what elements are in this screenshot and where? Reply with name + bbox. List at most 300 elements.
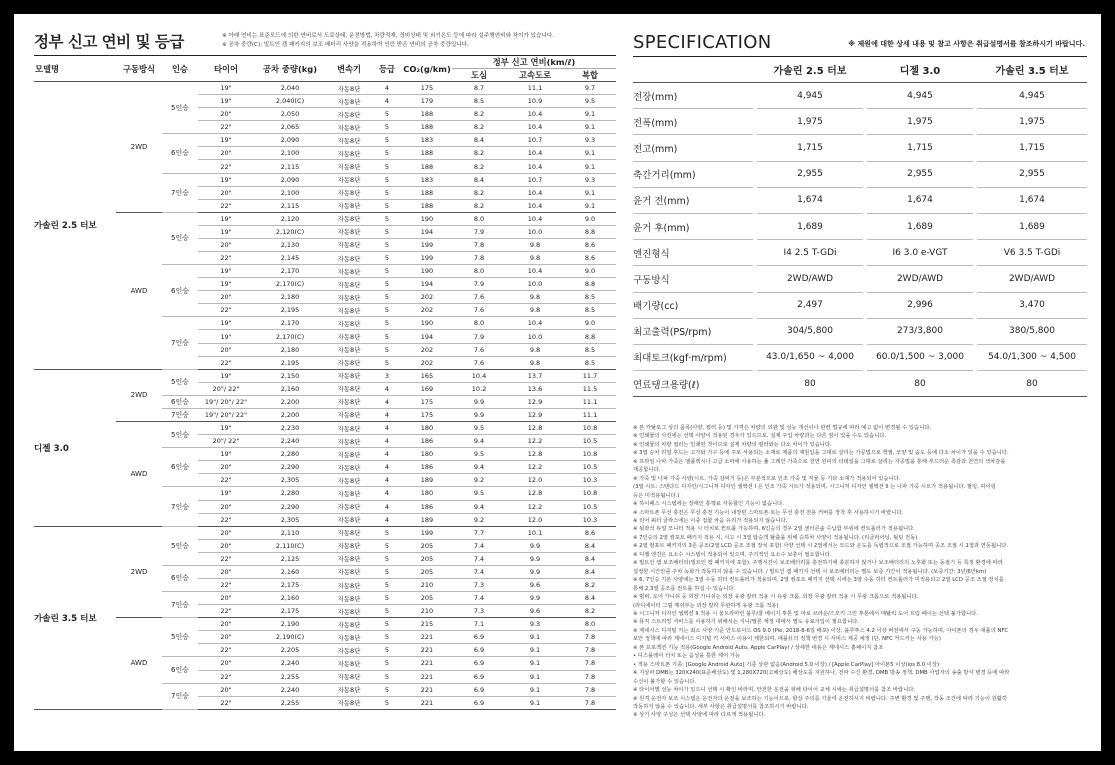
weight-cell: 2,200	[254, 408, 326, 421]
co2-cell: 221	[402, 631, 452, 644]
spec-value: 1,715	[867, 135, 973, 161]
spec-row	[633, 109, 1087, 135]
tire-cell: 20"	[198, 618, 254, 631]
highway-cell: 9.9	[506, 565, 564, 578]
specification-table	[633, 56, 1087, 397]
seats-cell: 6인승	[162, 395, 198, 408]
highway-cell: 10.4	[506, 186, 564, 199]
spec-value: 1,715	[757, 135, 863, 161]
weight-cell: 2,195	[254, 356, 326, 369]
city-cell: 7.9	[452, 278, 506, 291]
highway-cell: 12.2	[506, 435, 564, 448]
specification-title: SPECIFICATION	[633, 32, 772, 53]
transmission-cell: 자동8단	[326, 618, 372, 631]
tire-cell: 19"	[198, 317, 254, 330]
co2-cell: 183	[402, 134, 452, 147]
transmission-cell: 자동8단	[326, 356, 372, 369]
city-cell: 9.9	[452, 395, 506, 408]
spec-value: 1,674	[977, 187, 1087, 213]
transmission-cell: 자동8단	[326, 605, 372, 618]
spec-value: 1,975	[977, 109, 1087, 135]
tire-cell: 22"	[198, 356, 254, 369]
table-row	[34, 526, 616, 539]
highway-cell: 9.8	[506, 238, 564, 251]
highway-cell: 9.6	[506, 605, 564, 618]
combined-cell: 8.2	[564, 578, 616, 591]
fuel-efficiency-note: ※ 공차 중량(C): 빌트인 캠 패키지의 보조 배터리 사양을 적용하여 인증 받은 연비의 공차 중량입니다.	[222, 42, 469, 48]
highway-cell: 9.9	[506, 552, 564, 565]
weight-cell: 2,170(C)	[254, 330, 326, 343]
grade-cell: 4	[372, 448, 402, 461]
weight-cell: 2,110	[254, 526, 326, 539]
co2-cell: 194	[402, 278, 452, 291]
tire-cell: 22"	[198, 513, 254, 526]
weight-cell: 2,115	[254, 199, 326, 212]
highway-cell: 10.1	[506, 526, 564, 539]
spec-header-g35t: 가솔린 3.5 터보	[977, 57, 1087, 83]
spec-header-blank	[633, 57, 753, 83]
tire-cell: 20"	[198, 238, 254, 251]
city-cell: 6.9	[452, 683, 506, 696]
spec-value: I6 3.0 e-VGT	[867, 240, 973, 266]
city-cell: 7.1	[452, 618, 506, 631]
grade-cell: 5	[372, 225, 402, 238]
tire-cell: 20"	[198, 461, 254, 474]
spec-row	[633, 161, 1087, 187]
tire-cell: 20"/ 22"	[198, 382, 254, 395]
co2-cell: 221	[402, 670, 452, 683]
co2-cell: 190	[402, 212, 452, 225]
tire-cell: 20"	[198, 657, 254, 670]
grade-cell: 4	[372, 487, 402, 500]
col-header-grade: 등급	[372, 56, 402, 82]
combined-cell: 9.1	[564, 186, 616, 199]
spec-label: 축간거리(mm)	[633, 161, 753, 187]
grade-cell: 5	[372, 199, 402, 212]
spec-value: 80	[977, 371, 1087, 397]
table-row	[34, 422, 616, 435]
co2-cell: 165	[402, 369, 452, 382]
spec-value: 2,996	[867, 292, 973, 318]
transmission-cell: 자동8단	[326, 526, 372, 539]
footnote-line: ※ 6, 7인승 기본 사양에는 3열 수동 히터 컨트롤러가 적용되며, 2열 컴포트 패키지 선택 시에는 3열 수동 히터 컨트롤러가 미적용되고 2열 LCD 공조 조절 장치를	[633, 577, 1004, 584]
co2-cell: 199	[402, 238, 452, 251]
transmission-cell: 자동8단	[326, 252, 372, 265]
grade-cell: 5	[372, 670, 402, 683]
footnote-line: ※ 지상파 DMB는 320X240(표준해상도) 및 1,280X720(고해상도) 해상도를 지원하나, 전파 수신 환경, DMB 방송 정책, DMB 사업자의 송출 방식 변경 등에 따라	[633, 670, 1010, 677]
highway-cell: 12.9	[506, 395, 564, 408]
seats-cell: 5인승	[162, 526, 198, 565]
seats-cell: 7인승	[162, 683, 198, 709]
combined-cell: 11.1	[564, 395, 616, 408]
co2-cell: 186	[402, 500, 452, 513]
weight-cell: 2,145	[254, 252, 326, 265]
city-cell: 7.4	[452, 565, 506, 578]
tire-cell: 20"	[198, 526, 254, 539]
city-cell: 7.8	[452, 238, 506, 251]
highway-cell: 9.9	[506, 592, 564, 605]
highway-cell: 9.1	[506, 644, 564, 657]
transmission-cell: 자동8단	[326, 95, 372, 108]
tire-cell: 19"	[198, 225, 254, 238]
grade-cell: 5	[372, 683, 402, 696]
spec-value: 1,689	[867, 213, 973, 239]
footnote-line: ※ 타이어별 성능 차이가 있으니 선택 시 확인 바라며, 안전한 운전을 위해 타이어 교체 시에는 취급설명서를 참조 바랍니다.	[633, 687, 916, 694]
transmission-cell: 자동8단	[326, 134, 372, 147]
weight-cell: 2,160	[254, 565, 326, 578]
col-header-highway: 고속도로	[506, 69, 564, 82]
combined-cell: 9.5	[564, 95, 616, 108]
combined-cell: 11.7	[564, 369, 616, 382]
footnote-line: 작동하지 않을 수 있습니다. 세부 사항은 취급설명서를 참조하시기 바랍니다.	[633, 703, 809, 710]
weight-cell: 2,305	[254, 513, 326, 526]
grade-cell: 5	[372, 160, 402, 173]
grade-cell: 5	[372, 526, 402, 539]
co2-cell: 186	[402, 461, 452, 474]
grade-cell: 5	[372, 330, 402, 343]
highway-cell: 10.0	[506, 225, 564, 238]
combined-cell: 8.4	[564, 592, 616, 605]
combined-cell: 8.8	[564, 278, 616, 291]
tire-cell: 20"	[198, 500, 254, 513]
weight-cell: 2,290	[254, 500, 326, 513]
table-row	[34, 82, 616, 95]
weight-cell: 2,255	[254, 670, 326, 683]
tire-cell: 22"	[198, 252, 254, 265]
transmission-cell: 자동8단	[326, 578, 372, 591]
highway-cell: 12.2	[506, 461, 564, 474]
combined-cell: 8.5	[564, 304, 616, 317]
co2-cell: 202	[402, 343, 452, 356]
weight-cell: 2,065	[254, 121, 326, 134]
transmission-cell: 자동8단	[326, 225, 372, 238]
col-header-transmission: 변속기	[326, 56, 372, 82]
spec-value: 60.0/1,500 ~ 3,000	[867, 344, 973, 370]
city-cell: 6.9	[452, 657, 506, 670]
spec-value: 1,674	[757, 187, 863, 213]
tire-cell: 19"/ 20"/ 22"	[198, 408, 254, 421]
fuel-efficiency-note: ※ 아래 연비는 표준모드에 의한 연비로서 도로상태, 운전방법, 차량적재, 정비상태 및 외기온도 등에 따라 실주행연비와 차이가 있습니다.	[222, 33, 555, 39]
drive-type-cell: 2WD	[116, 369, 162, 421]
footnote-line: ※ 2열 컴포트 패키지의 3존 공조(2열 LCD 공조 조절 장치 포함) 사양 선택 시 2열에서는 모드와 온도를 독립적으로 조절 가능하며 공조 조절 시 1열과 연동됩니다.	[633, 543, 1009, 550]
spec-label: 엔진형식	[633, 240, 753, 266]
highway-cell: 12.2	[506, 500, 564, 513]
transmission-cell: 자동8단	[326, 461, 372, 474]
co2-cell: 194	[402, 330, 452, 343]
highway-cell: 12.9	[506, 408, 564, 421]
highway-cell: 10.4	[506, 160, 564, 173]
table-row	[34, 369, 616, 382]
highway-cell: 10.7	[506, 173, 564, 186]
city-cell: 9.2	[452, 474, 506, 487]
spec-value: 273/3,800	[867, 318, 973, 344]
co2-cell: 169	[402, 382, 452, 395]
transmission-cell: 자동8단	[326, 422, 372, 435]
city-cell: 7.6	[452, 356, 506, 369]
city-cell: 8.4	[452, 134, 506, 147]
weight-cell: 2,240	[254, 683, 326, 696]
spec-row	[633, 292, 1087, 318]
city-cell: 7.6	[452, 291, 506, 304]
transmission-cell: 자동8단	[326, 121, 372, 134]
col-header-tire: 타이어	[198, 56, 254, 82]
tire-cell: 19"/ 20"/ 22"	[198, 395, 254, 408]
grade-cell: 4	[372, 461, 402, 474]
weight-cell: 2,100	[254, 186, 326, 199]
footnote-line: ※ 가죽 및 나파 가죽 사양(시트, 가죽 감싸기 등)은 부분적으로 인조 가죽 및 직물 등 기타 소재가 적용되어 있습니다.	[633, 475, 901, 482]
seats-cell: 7인승	[162, 408, 198, 421]
grade-cell: 5	[372, 121, 402, 134]
footnote-line: ※ 인쇄물의 차량 컬러는 인쇄된 것이므로 실제 차량의 컬러와는 다소 차이가 있습니다.	[633, 441, 832, 448]
city-cell: 9.4	[452, 435, 506, 448]
spec-value: 2WD/AWD	[977, 266, 1087, 292]
transmission-cell: 자동8단	[326, 278, 372, 291]
footnote-line: 등은 미적용됩니다.)	[633, 492, 680, 499]
spec-label: 전고(mm)	[633, 135, 753, 161]
highway-cell: 11.1	[506, 82, 564, 95]
combined-cell: 8.4	[564, 565, 616, 578]
weight-cell: 2,115	[254, 160, 326, 173]
spec-value: 1,975	[757, 109, 863, 135]
seats-cell: 5인승	[162, 82, 198, 134]
combined-cell: 9.0	[564, 212, 616, 225]
spec-value: 1,674	[867, 187, 973, 213]
transmission-cell: 자동8단	[326, 82, 372, 95]
footnote-line: ※ 하이패스 시스템에는 장애인 통행료 자동할인 기능이 없습니다.	[633, 501, 784, 508]
transmission-cell: 자동8단	[326, 670, 372, 683]
grade-cell: 5	[372, 631, 402, 644]
highway-cell: 9.1	[506, 696, 564, 709]
spec-value: 4,945	[977, 83, 1087, 109]
co2-cell: 190	[402, 265, 452, 278]
highway-cell: 9.8	[506, 343, 564, 356]
seats-cell: 6인승	[162, 657, 198, 683]
highway-cell: 12.8	[506, 422, 564, 435]
drive-type-cell: AWD	[116, 212, 162, 369]
model-name-cell: 가솔린 2.5 터보	[34, 82, 116, 370]
combined-cell: 7.8	[564, 657, 616, 670]
spec-label: 배기량(cc)	[633, 292, 753, 318]
col-header-model: 모델명	[34, 56, 116, 82]
city-cell: 6.9	[452, 644, 506, 657]
grade-cell: 4	[372, 513, 402, 526]
tire-cell: 20"	[198, 539, 254, 552]
highway-cell: 9.8	[506, 304, 564, 317]
highway-cell: 12.8	[506, 448, 564, 461]
grade-cell: 4	[372, 95, 402, 108]
co2-cell: 199	[402, 252, 452, 265]
tire-cell: 22"	[198, 670, 254, 683]
tire-cell: 20"	[198, 186, 254, 199]
co2-cell: 188	[402, 147, 452, 160]
footnote-line: • 적용 스마트폰 기종: [Google Android Auto] 기종 상관 없음(Android 5.0 이상) / [Apple CarPlay] 아이폰5 이상(ios 8.0 이상)	[633, 661, 940, 668]
transmission-cell: 자동8단	[326, 474, 372, 487]
highway-cell: 10.0	[506, 330, 564, 343]
transmission-cell: 자동8단	[326, 317, 372, 330]
combined-cell: 9.7	[564, 82, 616, 95]
weight-cell: 2,255	[254, 696, 326, 709]
grade-cell: 5	[372, 304, 402, 317]
tire-cell: 19"	[198, 134, 254, 147]
tire-cell: 22"	[198, 474, 254, 487]
combined-cell: 10.8	[564, 422, 616, 435]
combined-cell: 9.1	[564, 121, 616, 134]
city-cell: 8.2	[452, 186, 506, 199]
spec-label: 최대토크(kgf·m/rpm)	[633, 344, 753, 370]
city-cell: 8.0	[452, 212, 506, 225]
weight-cell: 2,280	[254, 487, 326, 500]
city-cell: 8.2	[452, 199, 506, 212]
tire-cell: 19"	[198, 487, 254, 500]
co2-cell: 180	[402, 448, 452, 461]
weight-cell: 2,090	[254, 173, 326, 186]
transmission-cell: 자동8단	[326, 408, 372, 421]
grade-cell: 5	[372, 618, 402, 631]
co2-cell: 190	[402, 317, 452, 330]
city-cell: 8.0	[452, 317, 506, 330]
city-cell: 10.2	[452, 382, 506, 395]
highway-cell: 9.6	[506, 578, 564, 591]
tire-cell: 22"	[198, 199, 254, 212]
transmission-cell: 자동8단	[326, 212, 372, 225]
highway-cell: 13.6	[506, 382, 564, 395]
footnote-line: ※ 뮤직 스트리밍 서비스를 이용하기 위해서는 지니/멜론 계정 내에서 별도 유료가입이 필요합니다.	[633, 619, 859, 626]
tire-cell: 19"	[198, 422, 254, 435]
highway-cell: 9.1	[506, 683, 564, 696]
tire-cell: 20"	[198, 291, 254, 304]
grade-cell: 4	[372, 382, 402, 395]
spec-value: 54.0/1,300 ~ 4,500	[977, 344, 1087, 370]
model-name-cell: 디젤 3.0	[34, 369, 116, 526]
transmission-cell: 자동8단	[326, 291, 372, 304]
tire-cell: 22"	[198, 578, 254, 591]
col-header-city: 도심	[452, 69, 506, 82]
city-cell: 8.2	[452, 108, 506, 121]
fuel-efficiency-notes	[222, 32, 554, 50]
city-cell: 9.4	[452, 500, 506, 513]
spec-value: 2,955	[977, 161, 1087, 187]
city-cell: 7.4	[452, 592, 506, 605]
city-cell: 9.9	[452, 408, 506, 421]
transmission-cell: 자동8단	[326, 592, 372, 605]
weight-cell: 2,200	[254, 395, 326, 408]
co2-cell: 210	[402, 578, 452, 591]
transmission-cell: 자동8단	[326, 435, 372, 448]
tire-cell: 19"	[198, 173, 254, 186]
drive-type-cell: 2WD	[116, 526, 162, 618]
weight-cell: 2,175	[254, 578, 326, 591]
spec-value: 3,470	[977, 292, 1087, 318]
highway-cell: 12.8	[506, 487, 564, 500]
transmission-cell: 자동8단	[326, 343, 372, 356]
weight-cell: 2,170	[254, 317, 326, 330]
spec-label: 윤거 후(mm)	[633, 213, 753, 239]
spec-header-d30: 디젤 3.0	[867, 57, 973, 83]
co2-cell: 194	[402, 225, 452, 238]
spec-value: 1,715	[977, 135, 1087, 161]
seats-cell: 6인승	[162, 265, 198, 317]
highway-cell: 10.4	[506, 265, 564, 278]
col-header-seats: 인승	[162, 56, 198, 82]
combined-cell: 9.1	[564, 108, 616, 121]
city-cell: 7.8	[452, 252, 506, 265]
specification-note: ※ 제원에 대한 상세 내용 및 참고 사항은 취급설명서를 참조하시기 바랍니다.	[848, 40, 1085, 48]
footnote-line: 통해 2,3열 공조를 컨트롤 하실 수 있습니다.	[633, 585, 736, 592]
weight-cell: 2,040(C)	[254, 95, 326, 108]
grade-cell: 5	[372, 252, 402, 265]
seats-cell: 7인승	[162, 487, 198, 526]
combined-cell: 10.3	[564, 513, 616, 526]
drive-type-cell: AWD	[116, 618, 162, 710]
col-header-co2: CO₂(g/km)	[402, 56, 452, 82]
combined-cell: 7.8	[564, 644, 616, 657]
transmission-cell: 자동8단	[326, 108, 372, 121]
co2-cell: 186	[402, 435, 452, 448]
spec-value: 2,955	[867, 161, 973, 187]
co2-cell: 189	[402, 513, 452, 526]
grade-cell: 4	[372, 395, 402, 408]
footnote-line: 수신이 불가할 수 있습니다.	[633, 678, 697, 685]
highway-cell: 9.1	[506, 670, 564, 683]
co2-cell: 179	[402, 95, 452, 108]
grade-cell: 5	[372, 644, 402, 657]
city-cell: 7.4	[452, 552, 506, 565]
weight-cell: 2,290	[254, 461, 326, 474]
footnote-line: ※ 범퍼, 도어 가니쉬 등 외장 가니쉬는 외장 유광 칼라 적용 시 유광 크롬, 외장 무광 칼라 적용 시 무광 크롬으로 적용됩니다.	[633, 594, 919, 601]
tire-cell: 19"	[198, 278, 254, 291]
transmission-cell: 자동8단	[326, 565, 372, 578]
tire-cell: 22"	[198, 696, 254, 709]
spec-value: 2,955	[757, 161, 863, 187]
highway-cell: 10.4	[506, 212, 564, 225]
grade-cell: 5	[372, 657, 402, 670]
grade-cell: 5	[372, 592, 402, 605]
co2-cell: 188	[402, 186, 452, 199]
co2-cell: 188	[402, 160, 452, 173]
spec-row	[633, 187, 1087, 213]
transmission-cell: 자동8단	[326, 513, 372, 526]
weight-cell: 2,205	[254, 644, 326, 657]
combined-cell: 9.1	[564, 160, 616, 173]
transmission-cell: 자동8단	[326, 147, 372, 160]
highway-cell: 10.4	[506, 199, 564, 212]
footnote-line: ※ 리어 쿼터 글라스에는 이중 접합 차음 유리가 적용되지 않습니다.	[633, 517, 788, 524]
combined-cell: 9.0	[564, 317, 616, 330]
highway-cell: 13.7	[506, 369, 564, 382]
weight-cell: 2,230	[254, 422, 326, 435]
highway-cell: 10.4	[506, 108, 564, 121]
highway-cell: 12.0	[506, 474, 564, 487]
transmission-cell: 자동8단	[326, 238, 372, 251]
footnote-line: ※ 인쇄물의 사진에는 선택 사양이 적용된 경우가 있으므로, 실제 구입 차량과는 다른 점이 있을 수도 있습니다.	[633, 433, 887, 440]
grade-cell: 4	[372, 82, 402, 95]
footnote-line: ※ 7인승의 2열 컴포트 패키지 적용 시, 시고 시 3열 탑승객 탈출을 위해 승하차 사양이 적용됩니다. (리클라이닝, 틸팅 전동)	[633, 534, 918, 541]
co2-cell: 215	[402, 618, 452, 631]
combined-cell: 10.8	[564, 487, 616, 500]
tire-cell: 22"	[198, 605, 254, 618]
seats-cell: 6인승	[162, 448, 198, 487]
combined-cell: 7.8	[564, 696, 616, 709]
footnote-line: 재공합니다.	[633, 467, 661, 474]
footnote-line: 설정한 시간만큼 주차 녹화가 작동하지 않을 수 있습니다. / 빌트인 캠 패키지 선택 시 보조배터리는 별도 보증 기간이 적용됩니다. (보증기간: 3년/6만km)	[633, 568, 987, 575]
co2-cell: 175	[402, 408, 452, 421]
combined-cell: 10.3	[564, 474, 616, 487]
combined-cell: 10.5	[564, 500, 616, 513]
combined-cell: 7.8	[564, 670, 616, 683]
grade-cell: 5	[372, 291, 402, 304]
city-cell: 8.0	[452, 265, 506, 278]
co2-cell: 180	[402, 422, 452, 435]
